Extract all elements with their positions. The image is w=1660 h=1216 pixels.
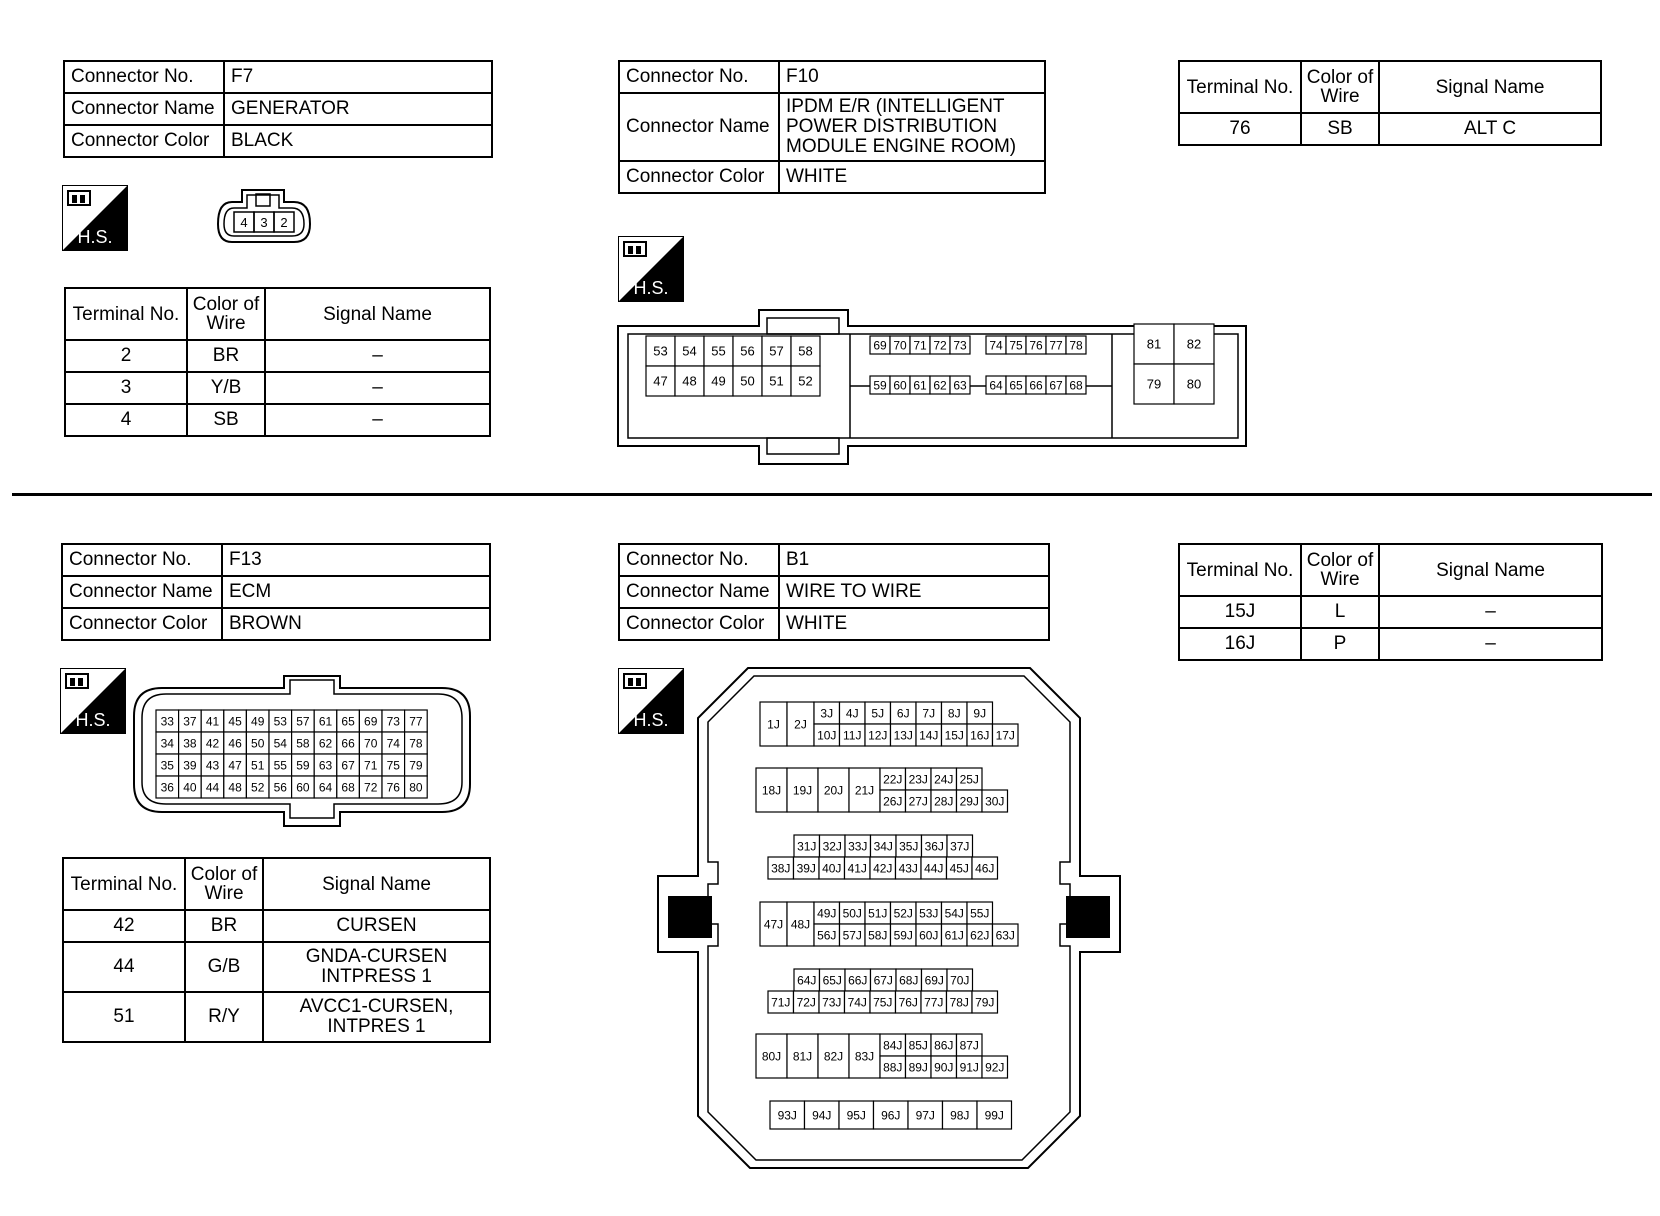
terminal-pin-label: 33 [160,714,174,729]
terminal-pin-label: 24J [934,772,954,787]
terminal-pin-label: 77 [1049,338,1063,353]
terminal-pin-label: 58 [798,343,813,359]
terminal-cell: 15J [1179,596,1301,628]
terminal-pin-label: 95J [846,1108,866,1123]
f7-terminal-table [64,287,491,437]
terminal-pin-label: 25J [959,772,979,787]
f13-head-color: Color of Wire [185,858,263,910]
color-cell: Y/B [187,372,265,404]
terminal-pin-label: 77J [924,995,944,1010]
terminal-pin-label: 86J [934,1038,954,1053]
terminal-pin-label: 56J [817,928,837,943]
f7-label-no: Connector No. [64,61,224,93]
terminal-pin-label: 75 [386,758,400,773]
f13-head-terminal: Terminal No. [63,858,185,910]
terminal-pin-label: 54J [944,906,964,921]
f13-connector-face [132,674,472,828]
b1-hs-label: H.S. [633,710,669,730]
terminal-pin-label: 63 [953,378,967,393]
color-cell: P [1301,628,1379,660]
terminal-pin-label: 51J [868,906,888,921]
f10-label-color: Connector Color [619,161,779,193]
terminal-pin-label: 70J [950,973,970,988]
signal-cell: – [1379,596,1602,628]
terminal-pin-label: 88J [883,1060,903,1075]
terminal-pin-label: 57 [296,714,310,729]
terminal-pin-label: 76J [898,995,918,1010]
terminal-pin-label: 39J [796,861,816,876]
terminal-pin-label: 61 [913,378,927,393]
terminal-pin-label: 12J [868,728,888,743]
terminal-pin-label: 34J [873,839,893,854]
f10-name-line: MODULE ENGINE ROOM) [786,136,1017,157]
terminal-pin-label: 73 [386,714,400,729]
terminal-pin-label: 47J [763,917,784,932]
terminal-pin-label: 79J [975,995,995,1010]
terminal-pin-label: 74J [847,995,867,1010]
terminal-cell: 3 [65,372,187,404]
terminal-pin-label: 70 [364,736,378,751]
terminal-pin-label: 50J [842,906,862,921]
terminal-pin-label: 53 [273,714,287,729]
terminal-pin-label: 38 [183,736,197,751]
terminal-pin-label: 50 [740,373,755,389]
terminal-pin-label: 55 [273,758,287,773]
terminal-pin-label: 65 [1009,378,1023,393]
table-row [1179,113,1601,145]
f13-info-table [61,543,491,641]
terminal-pin-label: 84J [883,1038,903,1053]
terminal-pin-label: 91J [959,1060,979,1075]
terminal-pin-label: 48 [682,373,697,389]
terminal-pin-label: 31J [797,839,817,854]
f7-connector-color: BLACK [224,125,492,157]
terminal-pin-label: 69 [364,714,378,729]
terminal-pin-label: 36J [924,839,944,854]
f7-label-name: Connector Name [64,93,224,125]
b1-head-terminal: Terminal No. [1179,544,1301,596]
f10-name-line: POWER DISTRIBUTION [786,116,998,137]
terminal-pin-label: 94J [812,1108,832,1123]
terminal-pin-label: 70 [893,338,907,353]
terminal-pin-label: 45 [228,714,242,729]
terminal-pin-label: 8J [947,706,961,721]
terminal-pin-label: 52 [251,780,265,795]
terminal-pin-label: 80 [1186,376,1202,392]
f7-label-color: Connector Color [64,125,224,157]
hs-icon [618,236,684,302]
terminal-pin-label: 69 [873,338,887,353]
terminal-pin-label: 46J [975,861,995,876]
terminal-pin-label: 35 [160,758,174,773]
terminal-pin-label: 44J [924,861,944,876]
f7-head-color: Color of Wire [187,288,265,340]
terminal-pin-label: 62 [933,378,947,393]
f7-connector-name: GENERATOR [224,93,492,125]
terminal-pin-label: 59J [893,928,913,943]
terminal-pin-label: 60 [893,378,907,393]
terminal-pin-label: 64 [318,780,333,795]
f13-connector-no: F13 [222,544,490,576]
terminal-pin-label: 2J [794,717,807,732]
terminal-pin-label: 5J [871,706,885,721]
b1-label-name: Connector Name [619,576,779,608]
signal-cell: – [265,404,490,436]
terminal-pin-label: 59 [873,378,887,393]
terminal-pin-label: 81 [1146,336,1162,352]
terminal-pin-label: 35J [899,839,919,854]
signal-line: GNDA-CURSEN [305,946,448,967]
terminal-pin-label: 78 [409,736,423,751]
terminal-pin-label: 48J [790,917,811,932]
terminal-pin-label: 55J [970,906,990,921]
b1-terminal-table [1178,543,1603,661]
table-row [65,340,490,372]
f13-terminal-table [62,857,491,1043]
f13-hs-label: H.S. [75,710,111,730]
terminal-pin-label: 37J [950,839,970,854]
terminal-pin-label: 20J [823,783,844,798]
terminal-pin-label: 75J [873,995,893,1010]
terminal-pin-label: 53 [653,343,668,359]
f10-head-terminal: Terminal No. [1179,61,1301,113]
terminal-pin-label: 15J [944,728,964,743]
terminal-pin-label: 60 [296,780,310,795]
terminal-pin-label: 48 [228,780,242,795]
terminal-pin-label: 43J [898,861,918,876]
terminal-pin-label: 99J [984,1108,1004,1123]
b1-label-color: Connector Color [619,608,779,640]
terminal-pin-label: 72 [933,338,947,353]
terminal-pin-label: 87J [959,1038,979,1053]
f13-label-name: Connector Name [62,576,222,608]
terminal-pin-label: 62J [970,928,990,943]
terminal-cell: 42 [63,910,185,942]
terminal-pin-label: 62 [318,736,333,751]
terminal-pin-label: 10J [817,728,837,743]
signal-cell: – [265,372,490,404]
b1-label-no: Connector No. [619,544,779,576]
terminal-pin-label: 68 [1069,378,1083,393]
b1-connector-face [656,666,1122,1172]
terminal-pin-label: 82 [1186,336,1202,352]
terminal-pin-label: 4J [845,706,859,721]
f7-head-signal: Signal Name [265,288,490,340]
f13-connector-name: ECM [222,576,490,608]
terminal-pin-label: 49J [817,906,837,921]
terminal-pin-label: 30J [985,794,1005,809]
f7-info-table [63,60,493,158]
terminal-pin-label: 58 [296,736,310,751]
terminal-pin-label: 60J [919,928,939,943]
terminal-pin-label: 76 [386,780,400,795]
f13-label-no: Connector No. [62,544,222,576]
terminal-pin-label: 72 [364,780,378,795]
table-row [63,942,490,992]
f10-connector-face [616,306,1248,468]
terminal-pin-label: 34 [160,736,174,751]
f7-head-terminal: Terminal No. [65,288,187,340]
table-row [63,992,490,1042]
f10-info-table [618,60,1046,194]
terminal-pin-label: 82J [823,1049,844,1064]
terminal-pin-label: 66 [1029,378,1043,393]
b1-connector-color: WHITE [779,608,1049,640]
terminal-pin-label: 54 [682,343,697,359]
f10-label-no: Connector No. [619,61,779,93]
terminal-pin-label: 96J [881,1108,901,1123]
terminal-pin-label: 97J [915,1108,935,1123]
terminal-pin-label: 28J [934,794,954,809]
f7-pin: 3 [260,215,268,230]
terminal-pin-label: 93J [777,1108,797,1123]
terminal-pin-label: 68J [899,973,919,988]
terminal-pin-label: 56 [273,780,287,795]
terminal-pin-label: 79 [1146,376,1162,392]
f10-connector-name [779,93,1045,161]
f7-hs-label: H.S. [77,227,113,247]
terminal-pin-label: 32J [822,839,842,854]
terminal-pin-label: 75 [1009,338,1023,353]
signal-cell: ALT C [1379,113,1601,145]
terminal-pin-label: 14J [919,728,939,743]
terminal-pin-label: 73J [822,995,842,1010]
terminal-pin-label: 52J [893,906,913,921]
terminal-pin-label: 78 [1069,338,1083,353]
b1-head-color: Color of Wire [1301,544,1379,596]
signal-cell: CURSEN [263,910,490,942]
terminal-pin-label: 37 [183,714,197,729]
signal-cell: – [1379,628,1602,660]
terminal-pin-label: 92J [985,1060,1005,1075]
signal-cell [263,992,490,1042]
terminal-pin-label: 65 [341,714,355,729]
f7-connector-no: F7 [224,61,492,93]
f10-label-name: Connector Name [619,93,779,161]
terminal-pin-label: 49 [251,714,265,729]
terminal-pin-label: 81J [792,1049,813,1064]
terminal-pin-label: 6J [896,706,910,721]
terminal-pin-label: 47 [228,758,242,773]
terminal-pin-label: 76 [1029,338,1043,353]
b1-info-table [618,543,1050,641]
terminal-pin-label: 79 [409,758,423,773]
terminal-pin-label: 65J [822,973,842,988]
terminal-pin-label: 61J [944,928,964,943]
terminal-pin-label: 69J [924,973,944,988]
signal-line: INTPRESS 1 [321,966,432,987]
terminal-pin-label: 43 [205,758,220,773]
f13-label-color: Connector Color [62,608,222,640]
terminal-cell: 76 [1179,113,1301,145]
terminal-pin-label: 49 [711,373,726,389]
terminal-pin-label: 71 [913,338,927,353]
terminal-pin-label: 51 [251,758,265,773]
terminal-pin-label: 55 [711,343,726,359]
terminal-pin-label: 67J [873,973,893,988]
f10-terminal-table [1178,60,1602,146]
terminal-cell: 51 [63,992,185,1042]
terminal-pin-label: 40J [822,861,842,876]
terminal-pin-label: 78J [949,995,969,1010]
terminal-pin-label: 80 [409,780,423,795]
color-cell: SB [187,404,265,436]
terminal-pin-label: 19J [792,783,813,798]
terminal-pin-label: 23J [908,772,928,787]
terminal-pin-label: 44 [205,780,220,795]
terminal-pin-label: 59 [296,758,310,773]
terminal-pin-label: 67 [1049,378,1063,393]
terminal-pin-label: 73 [953,338,967,353]
terminal-pin-label: 63J [995,928,1015,943]
terminal-pin-label: 29J [959,794,979,809]
f10-name-line: IPDM E/R (INTELLIGENT [786,96,1005,117]
terminal-cell: 44 [63,942,185,992]
f10-hs-label: H.S. [633,278,669,298]
terminal-pin-label: 90J [934,1060,954,1075]
terminal-pin-label: 47 [653,373,668,389]
table-row [65,404,490,436]
terminal-pin-label: 7J [922,706,936,721]
terminal-pin-label: 46 [228,736,242,751]
terminal-pin-label: 72J [796,995,816,1010]
terminal-pin-label: 33J [848,839,868,854]
terminal-pin-label: 71 [364,758,378,773]
terminal-pin-label: 52 [798,373,813,389]
f13-head-signal: Signal Name [263,858,490,910]
terminal-pin-label: 17J [995,728,1015,743]
b1-connector-name: WIRE TO WIRE [779,576,1049,608]
terminal-cell: 4 [65,404,187,436]
terminal-pin-label: 66 [341,736,355,751]
f7-connector-face [212,186,316,248]
terminal-pin-label: 71J [771,995,791,1010]
hs-icon [62,185,128,251]
terminal-pin-label: 58J [868,928,888,943]
terminal-pin-label: 50 [251,736,265,751]
terminal-pin-label: 89J [908,1060,928,1075]
terminal-pin-label: 9J [973,706,987,721]
terminal-pin-label: 83J [854,1049,875,1064]
terminal-pin-label: 18J [761,783,782,798]
f10-connector-color: WHITE [779,161,1045,193]
f7-pin: 4 [240,215,248,230]
color-cell: L [1301,596,1379,628]
table-row [1179,628,1602,660]
terminal-pin-label: 27J [908,794,928,809]
terminal-pin-label: 39 [183,758,197,773]
signal-cell [263,942,490,992]
terminal-pin-label: 36 [160,780,174,795]
f10-connector-no: F10 [779,61,1045,93]
terminal-pin-label: 64 [989,378,1003,393]
terminal-pin-label: 13J [893,728,913,743]
terminal-pin-label: 22J [883,772,903,787]
terminal-pin-label: 85J [908,1038,928,1053]
terminal-pin-label: 74 [386,736,400,751]
terminal-cell: 16J [1179,628,1301,660]
color-cell: BR [185,910,263,942]
signal-line: AVCC1-CURSEN, [299,996,454,1017]
terminal-pin-label: 57J [842,928,862,943]
hs-icon [60,668,126,734]
terminal-pin-label: 3J [820,706,834,721]
table-row [1179,596,1602,628]
signal-cell: – [265,340,490,372]
terminal-pin-label: 11J [843,728,862,743]
terminal-pin-label: 42J [873,861,893,876]
terminal-pin-label: 53J [919,906,939,921]
terminal-pin-label: 45J [949,861,969,876]
terminal-pin-label: 41J [847,861,867,876]
terminal-pin-label: 1J [767,717,780,732]
terminal-pin-label: 98J [950,1108,970,1123]
f13-connector-color: BROWN [222,608,490,640]
terminal-pin-label: 74 [989,338,1003,353]
b1-head-signal: Signal Name [1379,544,1602,596]
terminal-pin-label: 26J [883,794,903,809]
signal-line: INTPRES 1 [327,1016,426,1037]
terminal-pin-label: 77 [409,714,423,729]
table-row [65,372,490,404]
terminal-pin-label: 56 [740,343,755,359]
terminal-pin-label: 57 [769,343,784,359]
terminal-pin-label: 61 [318,714,333,729]
terminal-pin-label: 41 [205,714,220,729]
terminal-pin-label: 80J [761,1049,782,1064]
terminal-pin-label: 42 [205,736,220,751]
color-cell: R/Y [185,992,263,1042]
f10-head-color: Color of Wire [1301,61,1379,113]
table-row [63,910,490,942]
b1-connector-no: B1 [779,544,1049,576]
terminal-pin-label: 16J [970,728,990,743]
terminal-pin-label: 64J [797,973,817,988]
terminal-pin-label: 38J [771,861,791,876]
terminal-pin-label: 63 [318,758,333,773]
terminal-pin-label: 68 [341,780,355,795]
terminal-pin-label: 54 [273,736,287,751]
f10-head-signal: Signal Name [1379,61,1601,113]
terminal-pin-label: 21J [854,783,875,798]
section-divider [12,493,1652,496]
terminal-pin-label: 51 [769,373,784,389]
terminal-pin-label: 40 [183,780,197,795]
color-cell: G/B [185,942,263,992]
color-cell: SB [1301,113,1379,145]
terminal-cell: 2 [65,340,187,372]
f7-pin: 2 [280,215,288,230]
terminal-pin-label: 66J [848,973,868,988]
color-cell: BR [187,340,265,372]
terminal-pin-label: 67 [341,758,355,773]
